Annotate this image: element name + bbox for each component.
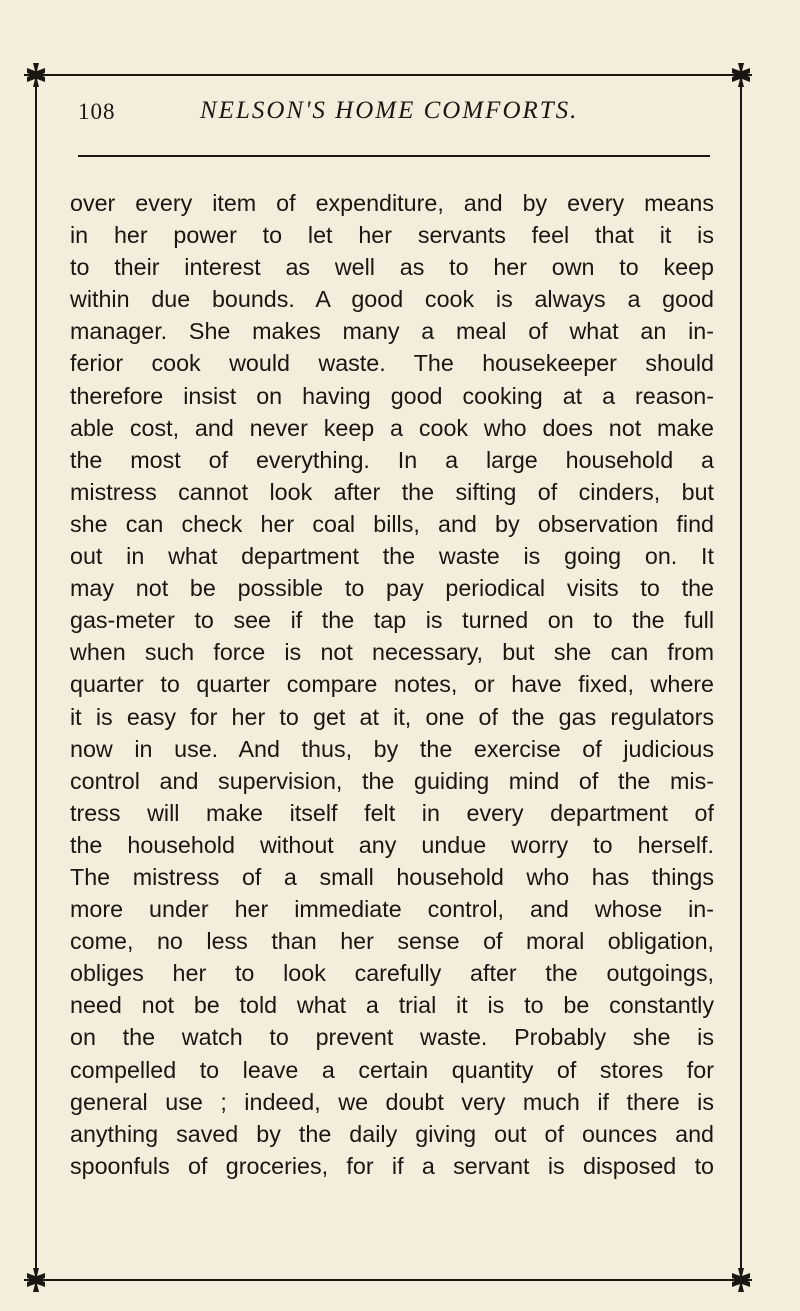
text-line: out in what department the waste is going on. It [70,543,714,570]
text-line: the most of everything. In a large household a [70,446,714,473]
text-line: it is easy for her to get at it, one of the gas regulators [70,703,714,730]
text-line: compelled to leave a certain quantity of stores for [70,1056,714,1083]
text-line: she can check her coal bills, and by observation find [70,510,714,537]
page-number: 108 [78,99,116,124]
text-line: to their interest as well as to her own to keep [70,254,714,281]
text-line: now in use. And thus, by the exercise of judicious [70,735,714,762]
text-line: may not be possible to pay periodical visits to the [70,575,714,602]
text-line: manager. She makes many a meal of what an in- [70,318,714,345]
text-line: gas-meter to see if the tap is turned on to the full [70,607,714,634]
text-line: The mistress of a small household who has things [70,863,714,890]
text-line: ferior cook would waste. The housekeeper should [70,350,714,377]
ornamental-cross-icon [23,62,49,88]
frame-bottom-rule [24,1279,752,1281]
text-line: over every item of expenditure, and by every means [70,190,714,216]
text-line: control and supervision, the guiding mind of the mis- [70,767,714,794]
text-line: tress will make itself felt in every department of [70,799,714,826]
body-text [70,187,714,1182]
frame-right-rule [740,74,742,1281]
text-line: on the watch to prevent waste. Probably she is [70,1024,714,1051]
running-title: NELSON'S HOME COMFORTS. [200,97,579,124]
text-line: within due bounds. A good cook is always a good [70,286,714,313]
text-line: come, no less than her sense of moral obligation, [70,928,714,955]
text-line: the household without any undue worry to herself. [70,831,714,858]
text-line: in her power to let her servants feel that it is [70,222,714,249]
text-line: spoonfuls of groceries, for if a servant is disposed to [70,1152,714,1179]
text-line: able cost, and never keep a cook who does not make [70,414,714,441]
ornamental-cross-icon [23,1267,49,1293]
ornamental-cross-icon [728,1267,754,1293]
text-line: obliges her to look carefully after the outgoings, [70,960,714,987]
text-line: anything saved by the daily giving out of ounces and [70,1120,714,1147]
header-rule [78,155,710,157]
text-line: more under her immediate control, and whose in- [70,896,714,923]
frame-top-rule [24,74,752,76]
text-line: when such force is not necessary, but she can from [70,639,714,666]
text-line: mistress cannot look after the sifting of cinders, but [70,478,714,505]
text-line: quarter to quarter compare notes, or have fixed, where [70,671,714,698]
frame-left-rule [35,74,37,1281]
text-line: therefore insist on having good cooking at a reason- [70,382,714,409]
text-line: need not be told what a trial it is to be constantly [70,992,714,1019]
ornamental-cross-icon [728,62,754,88]
text-line: general use ; indeed, we doubt very much if there is [70,1088,714,1115]
